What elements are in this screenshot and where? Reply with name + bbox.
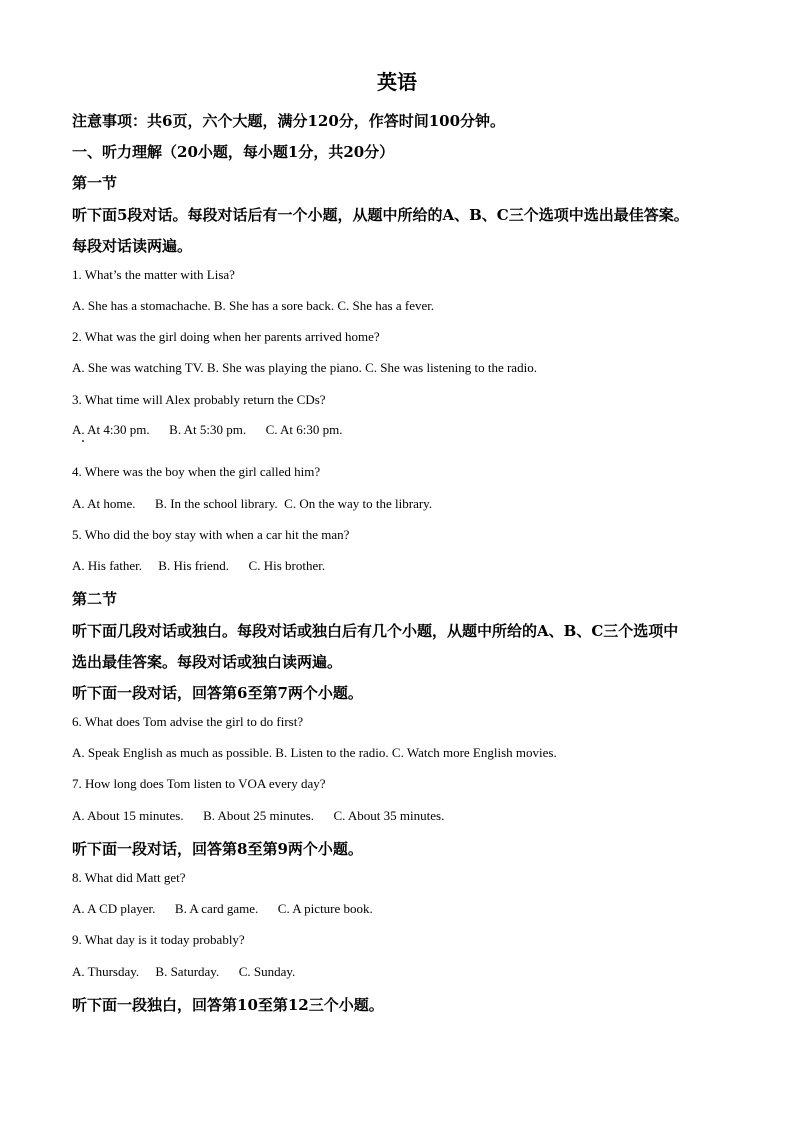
question-8-options: A. A CD player. B. A card game. C. A picture book. <box>72 901 373 916</box>
group-3-instruction: 听下面一段独白，回答第10至第12三个小题。 <box>72 996 384 1014</box>
section2-instruction-line2: 选出最佳答案。每段对话或独白读两遍。 <box>72 653 343 671</box>
question-8: 8. What did Matt get? <box>72 870 186 885</box>
question-1-options: A. She has a stomachache. B. She has a sore back. C. She has a fever. <box>72 298 435 313</box>
stray-dot <box>82 440 84 442</box>
question-2: 2. What was the girl doing when her parents arrived home? <box>72 329 380 344</box>
question-9-options: A. Thursday. B. Saturday. C. Sunday. <box>72 964 296 979</box>
question-5-options: A. His father. B. His friend. C. His brother. <box>72 558 326 573</box>
question-3-options: A. At 4:30 pm. B. At 5:30 pm. C. At 6:30 pm. <box>72 422 343 437</box>
group-2-instruction: 听下面一段对话，回答第8至第9两个小题。 <box>72 840 363 858</box>
question-2-options: A. She was watching TV. B. She was playing the piano. C. She was listening to the radio. <box>72 360 537 375</box>
section2-label: 第二节 <box>72 590 118 608</box>
question-9: 9. What day is it today probably? <box>72 932 245 947</box>
question-4: 4. Where was the boy when the girl called him? <box>72 464 321 479</box>
section2-instruction-line1: 听下面几段对话或独白。每段对话或独白后有几个小题，从题中所给的A、B、C三个选项中 <box>72 622 679 640</box>
question-1: 1. What’s the matter with Lisa? <box>72 267 235 282</box>
section1-instruction-line1: 听下面5段对话。每段对话后有一个小题，从题中所给的A、B、C三个选项中选出最佳答案。 <box>72 206 689 224</box>
question-7: 7. How long does Tom listen to VOA every day? <box>72 776 326 791</box>
notice-text: 注意事项：共6页，六个大题，满分120分，作答时间100分钟。 <box>72 112 506 130</box>
question-7-options: A. About 15 minutes. B. About 25 minutes. C. About 35 minutes. <box>72 808 445 823</box>
group-1-instruction: 听下面一段对话，回答第6至第7两个小题。 <box>72 684 363 702</box>
part1-heading: 一、听力理解（20小题，每小题1分，共20分） <box>72 143 395 161</box>
question-4-options: A. At home. B. In the school library. C. On the way to the library. <box>72 496 433 511</box>
question-6-options: A. Speak English as much as possible. B. Listen to the radio. C. Watch more English movies. <box>72 745 557 760</box>
section1-instruction-line2: 每段对话读两遍。 <box>72 237 193 255</box>
question-5: 5. Who did the boy stay with when a car hit the man? <box>72 527 350 542</box>
question-3: 3. What time will Alex probably return the CDs? <box>72 392 326 407</box>
page-title: 英语 <box>377 70 417 94</box>
section1-label: 第一节 <box>72 174 118 192</box>
question-6: 6. What does Tom advise the girl to do first? <box>72 714 304 729</box>
